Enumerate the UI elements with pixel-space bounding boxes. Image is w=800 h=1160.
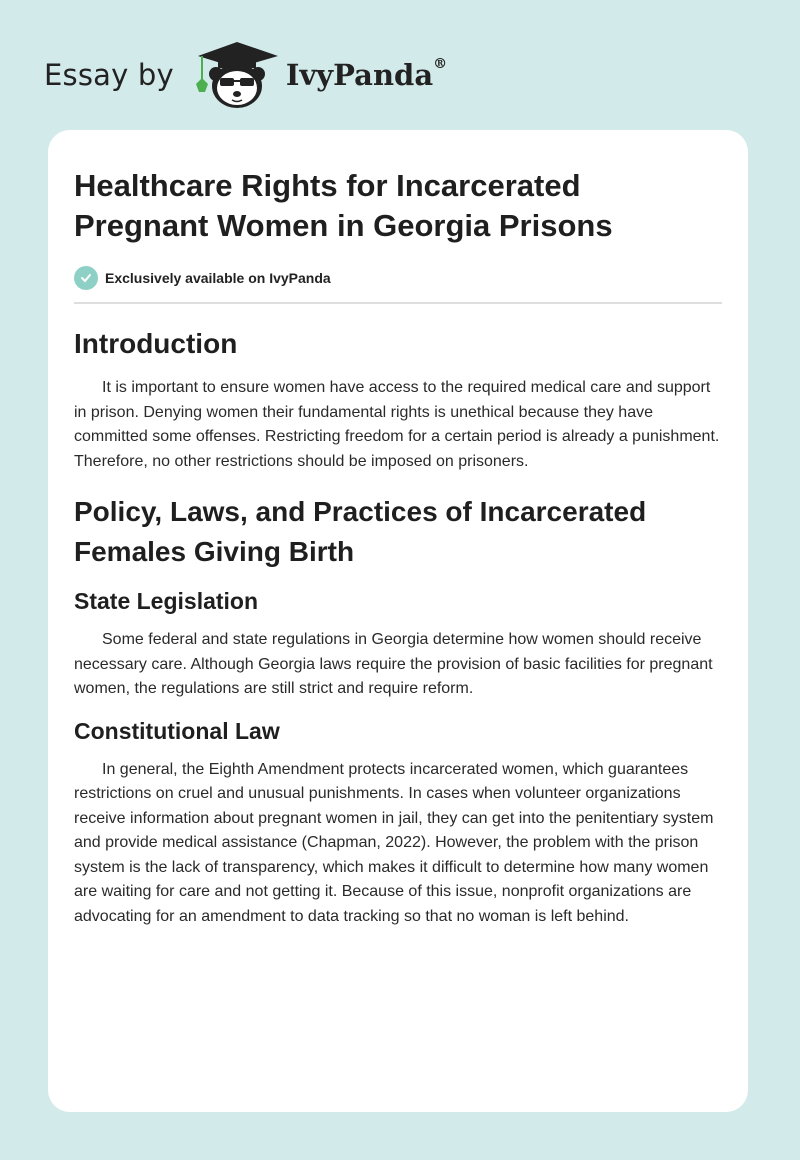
section-heading: Policy, Laws, and Practices of Incarcerated Females Giving Birth xyxy=(74,496,647,567)
subsection-heading: Constitutional Law xyxy=(74,717,280,744)
divider xyxy=(74,302,722,304)
section-paragraph: It is important to ensure women have access to the required medical care and support in prison. Denying women their fundamental rights is unethical because they have committed some offenses. Restricting freedom for a certain period is already a punishment. Therefore, no other restrictions should be imposed on prisoners. xyxy=(74,379,720,470)
registered-mark: ® xyxy=(433,56,448,72)
section-paragraph: Some federal and state regulations in Georgia determine how women should receive necessary care. Although Georgia laws require the provision of basic facilities for pregnant women, the regulations are still strict and require reform. xyxy=(74,631,713,697)
essay-card xyxy=(48,130,748,1112)
badge-text: Exclusively available on IvyPanda xyxy=(105,270,331,286)
check-circle-icon xyxy=(74,266,98,290)
panda-graduate-icon xyxy=(194,40,280,110)
brand-text: IvyPanda xyxy=(285,58,434,92)
section-paragraph: In general, the Eighth Amendment protects incarcerated women, which guarantees restrictions on cruel and unusual punishments. In cases when volunteer organizations receive information about pregnant women in jail, they can get into the penitentiary system and provide medical assistance (Chapman, 2022). However, the problem with the prison system is the lack of transparency, which makes it difficult to determine how many women are waiting for care and not getting it. Because of this issue, nonprofit organizations are advocating for an amendment to data tracking so that no woman is left behind. xyxy=(74,760,714,925)
ivypanda-logo[interactable] xyxy=(194,40,447,110)
brand-name xyxy=(286,58,447,92)
essay-by-label: Essay by xyxy=(44,58,174,92)
essay-title: Healthcare Rights for Incarcerated Pregnant Women in Georgia Prisons xyxy=(74,168,613,243)
subsection-heading: State Legislation xyxy=(74,588,259,614)
section-heading: Introduction xyxy=(74,328,238,359)
exclusive-badge xyxy=(74,266,722,290)
site-header xyxy=(44,40,447,110)
